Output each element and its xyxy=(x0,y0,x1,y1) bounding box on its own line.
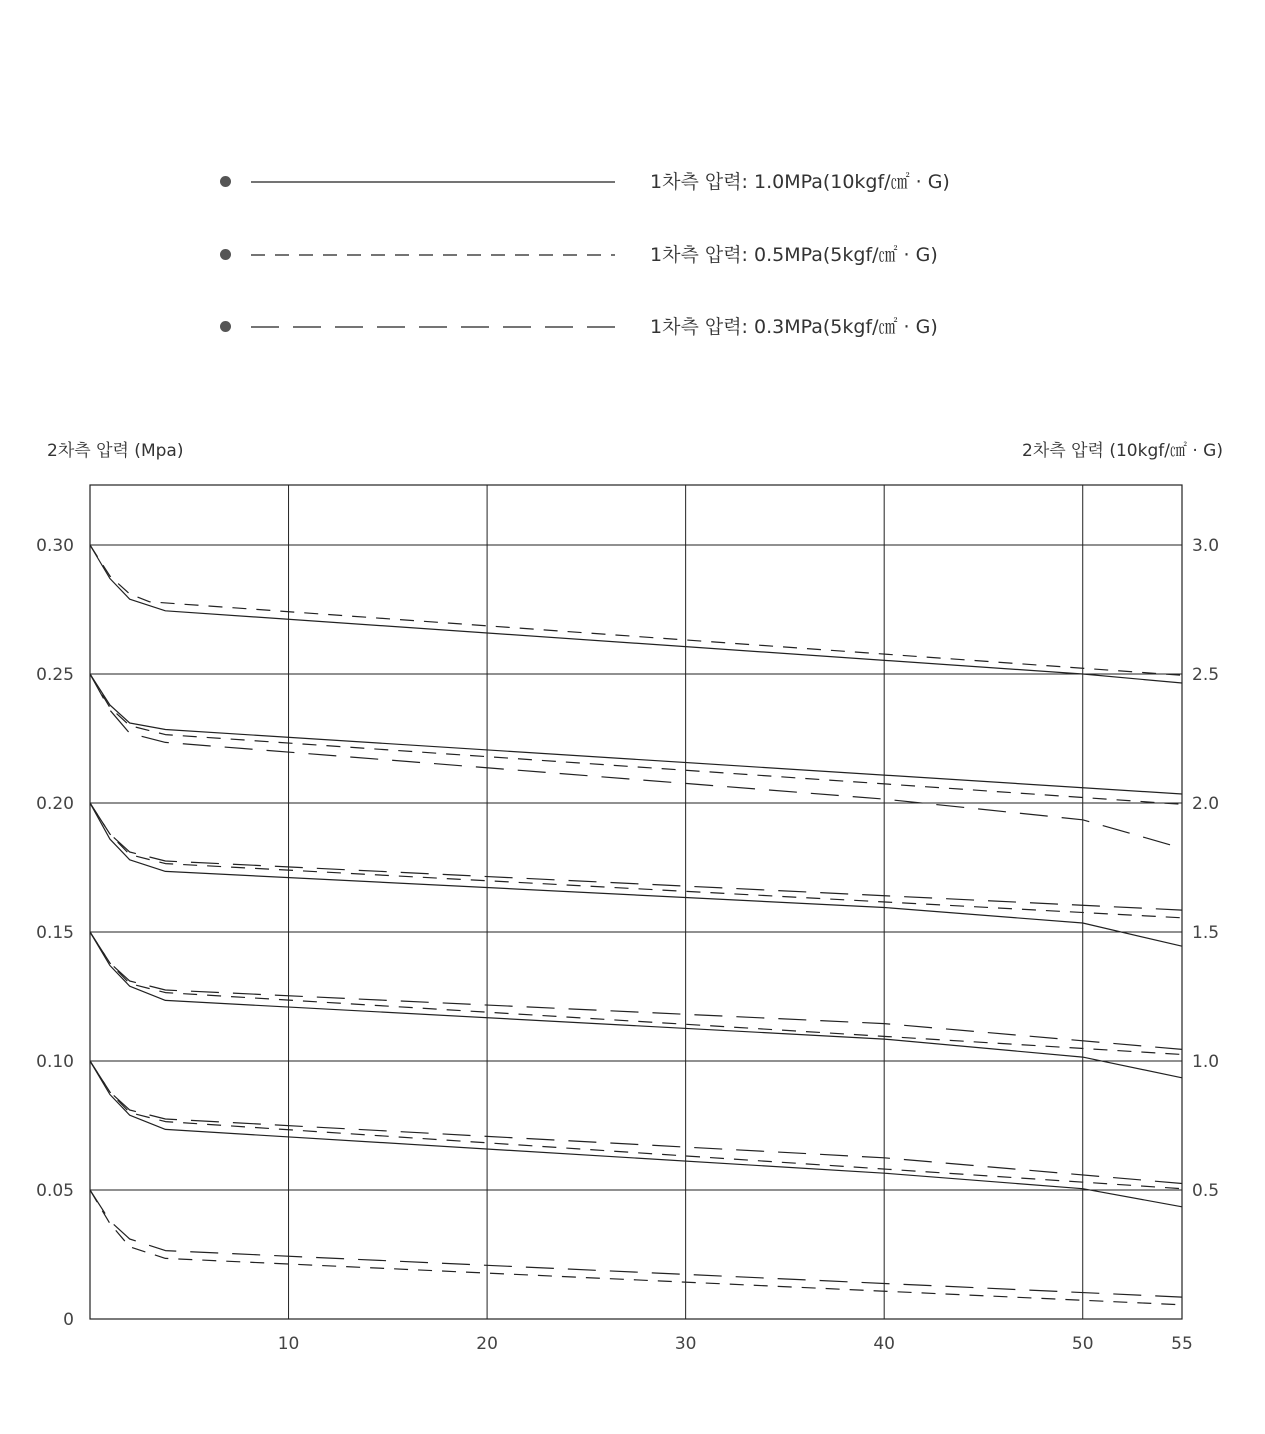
y-tick-label-left: 0.05 xyxy=(36,1181,74,1201)
series-line-long-dash xyxy=(90,1190,1182,1297)
series-line-short-dash xyxy=(90,545,1182,675)
y-tick-label-left: 0 xyxy=(63,1310,74,1330)
y-tick-label-right: 1.5 xyxy=(1192,923,1220,943)
y-tick-label-right: 2.0 xyxy=(1192,794,1220,814)
series-line-short-dash xyxy=(90,803,1182,918)
series-line-long-dash xyxy=(90,803,1182,910)
series-line-long-dash xyxy=(90,1061,1182,1184)
y-tick-label-right: 1.0 xyxy=(1192,1052,1220,1072)
legend-label: 1차측 압력: 0.5MPa(5kgf/㎠ · G) xyxy=(650,244,938,266)
series-line-short-dash xyxy=(90,674,1182,804)
series-line-solid xyxy=(90,932,1182,1078)
y-tick-label-right: 2.5 xyxy=(1192,665,1220,685)
series-line-short-dash xyxy=(90,932,1182,1055)
x-tick-label: 40 xyxy=(873,1334,896,1354)
series-line-long-dash xyxy=(90,932,1182,1049)
y-tick-label-right: 3.0 xyxy=(1192,536,1220,556)
y-tick-label-left: 0.15 xyxy=(36,923,74,943)
legend-label: 1차측 압력: 1.0MPa(10kgf/㎠ · G) xyxy=(650,171,950,193)
y-tick-label-left: 0.30 xyxy=(36,536,74,556)
series-line-long-dash xyxy=(90,674,1182,848)
series-line-solid xyxy=(90,1061,1182,1207)
series-line-short-dash xyxy=(90,1061,1182,1189)
series-line-short-dash xyxy=(90,1190,1182,1305)
series-line-solid xyxy=(90,803,1182,946)
plot-frame xyxy=(90,485,1182,1319)
x-tick-label: 20 xyxy=(476,1334,498,1354)
y-tick-label-left: 0.10 xyxy=(36,1052,74,1072)
y-tick-label-right: 0.5 xyxy=(1192,1181,1220,1201)
x-tick-label: 50 xyxy=(1071,1334,1094,1354)
legend-label: 1차측 압력: 0.3MPa(5kgf/㎠ · G) xyxy=(650,316,938,338)
x-tick-label: 55 xyxy=(1171,1334,1193,1354)
y-axis-title-left: 2차측 압력 (Mpa) xyxy=(47,441,184,461)
series-line-solid xyxy=(90,674,1182,794)
x-tick-label: 30 xyxy=(674,1334,697,1354)
x-tick-label: 10 xyxy=(277,1334,300,1354)
y-tick-label-left: 0.20 xyxy=(36,794,74,814)
y-axis-title-right: 2차측 압력 (10kgf/㎠ · G) xyxy=(1022,441,1223,461)
y-tick-label-left: 0.25 xyxy=(36,665,74,685)
series-line-solid xyxy=(90,545,1182,683)
